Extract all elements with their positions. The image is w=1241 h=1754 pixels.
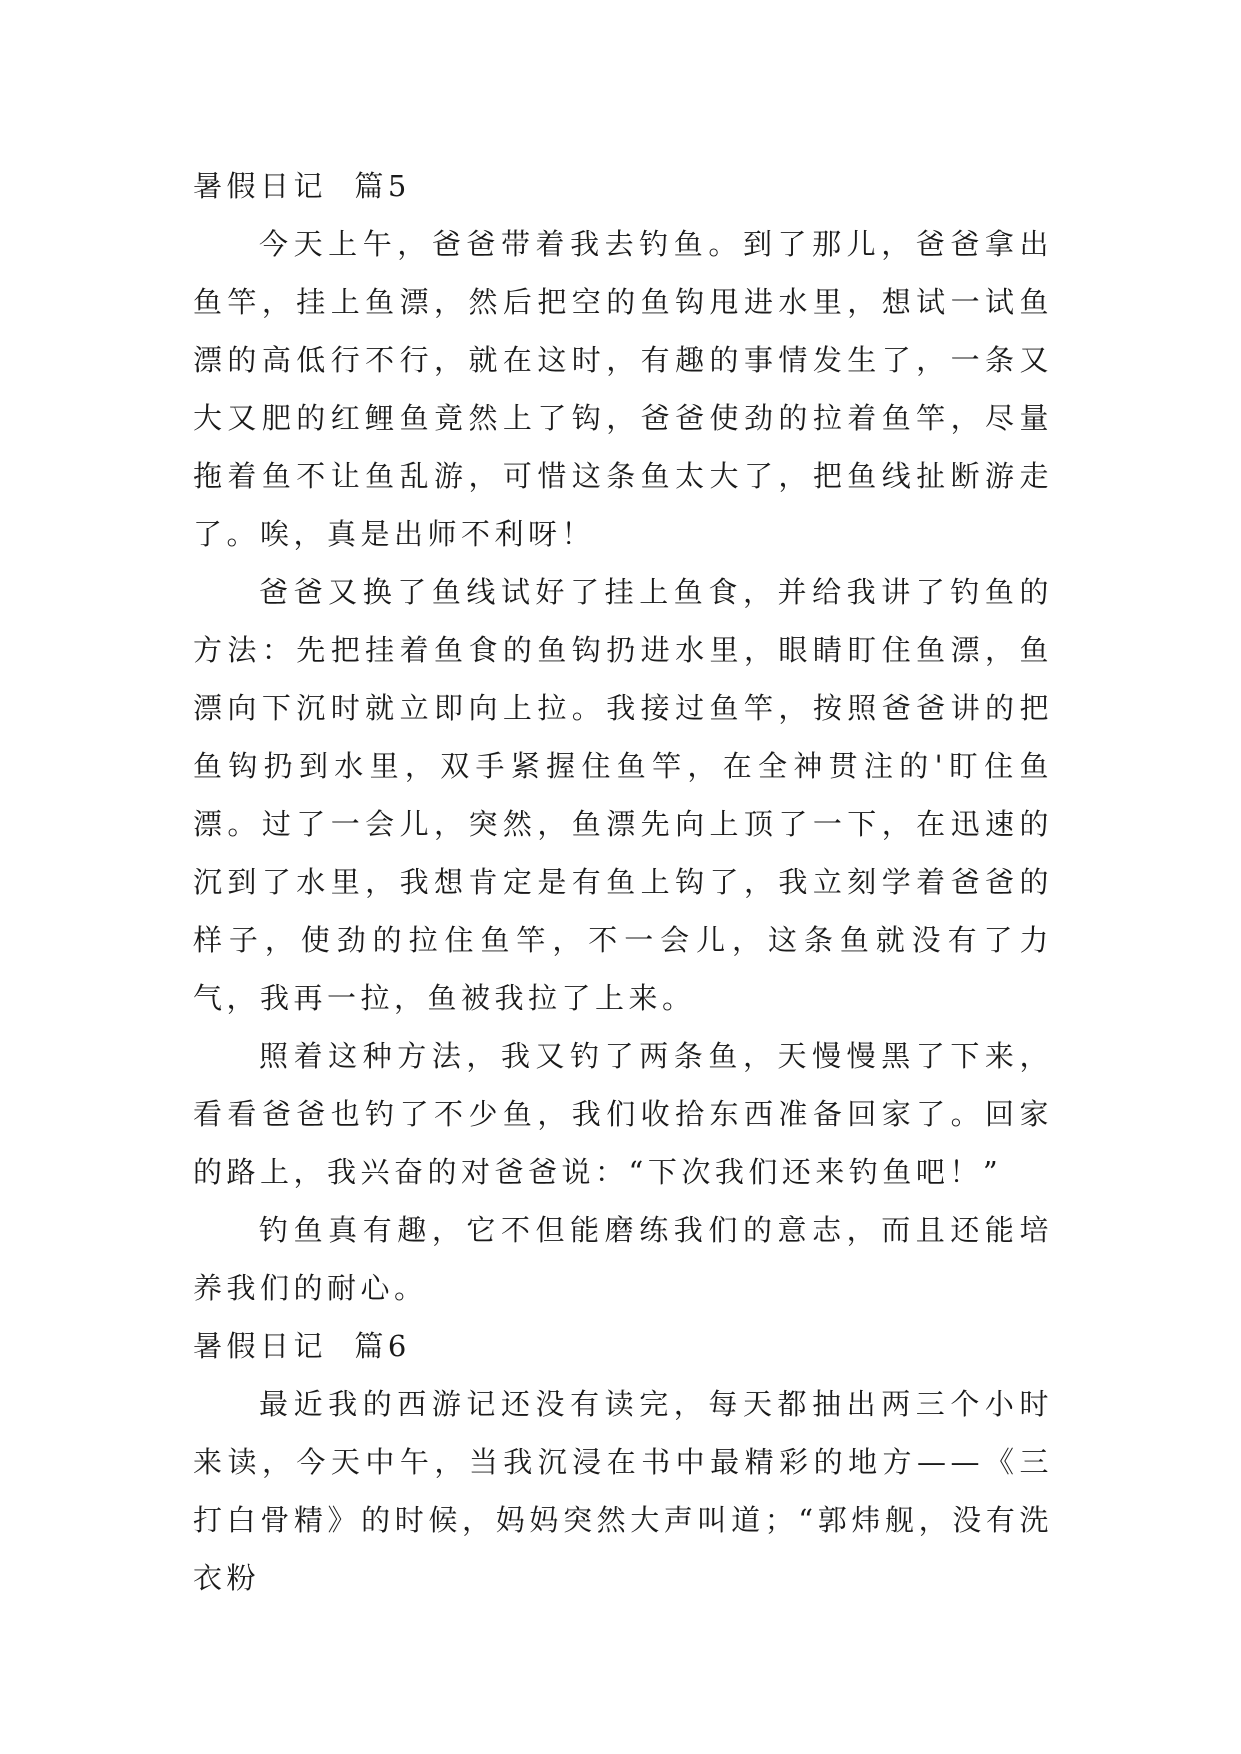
document-body <box>193 163 1053 1607</box>
paragraph: 钓鱼真有趣，它不但能磨练我们的意志，而且还能培养我们的耐心。 <box>193 1213 1053 1305</box>
paragraph: 照着这种方法，我又钓了两条鱼，天慢慢黑了下来，看看爸爸也钓了不少鱼，我们收拾东西准备回家了。回家的路上，我兴奋的对爸爸说：“下次我们还来钓鱼吧！” <box>193 1039 1053 1189</box>
paragraph: 今天上午，爸爸带着我去钓鱼。到了那儿，爸爸拿出鱼竿，挂上鱼漂，然后把空的鱼钩甩进水里，想试一试鱼漂的高低行不行，就在这时，有趣的事情发生了，一条又大又肥的红鲤鱼竟然上了钩，爸爸使劲的拉着鱼竿，尽量拖着鱼不让鱼乱游，可惜这条鱼太大了，把鱼线扯断游走了。唉，真是出师不利呀！ <box>193 227 1053 551</box>
paragraph: 爸爸又换了鱼线试好了挂上鱼食，并给我讲了钓鱼的方法：先把挂着鱼食的鱼钩扔进水里，眼睛盯住鱼漂，鱼漂向下沉时就立即向上拉。我接过鱼竿，按照爸爸讲的把鱼钩扔到水里，双手紧握住鱼竿，在全神贯注的'盯住鱼漂。过了一会儿，突然，鱼漂先向上顶了一下，在迅速的沉到了水里，我想肯定是有鱼上钩了，我立刻学着爸爸的样子，使劲的拉住鱼竿，不一会儿，这条鱼就没有了力气，我再一拉，鱼被我拉了上来。 <box>193 575 1053 1015</box>
paragraph: 最近我的西游记还没有读完，每天都抽出两三个小时来读，今天中午，当我沉浸在书中最精彩的地方——《三打白骨精》的时候，妈妈突然大声叫道；“郭炜舰，没有洗衣粉 <box>193 1387 1053 1595</box>
section-title: 暑假日记 篇5 <box>193 169 411 203</box>
section-title: 暑假日记 篇6 <box>193 1329 411 1363</box>
